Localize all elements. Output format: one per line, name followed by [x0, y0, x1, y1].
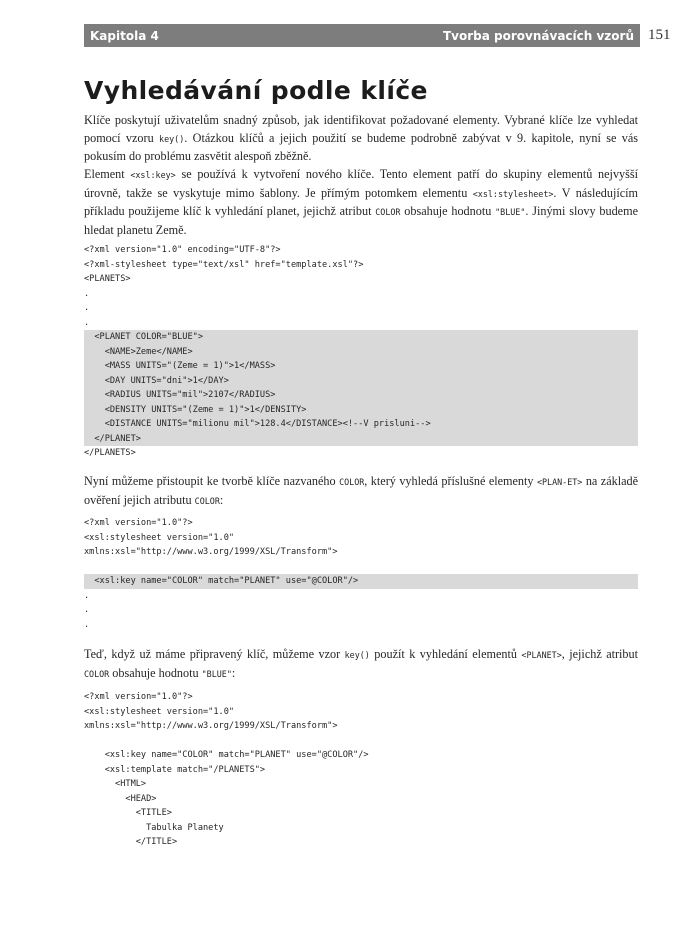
code-line: . [84, 590, 90, 601]
code-line: <TITLE> [84, 808, 172, 818]
code-line: </PLANET> [84, 433, 141, 444]
code-line: <HEAD> [84, 793, 157, 804]
code-line [84, 560, 638, 575]
code-line: <DISTANCE UNITS="milionu mil">128.4</DISTANCE><!--V prisluni--> [84, 419, 431, 429]
code-listing-key-definition [84, 516, 638, 632]
paragraph-key-usage: Teď, když už máme připravený klíč, můžeme vzor key() použít k vyhledání elementů <PLANET>, jejichž atribut COLOR obsahuje hodnotu "BLUE": [84, 647, 639, 680]
page-number: 151 [648, 27, 671, 43]
code-listing-planets [84, 243, 638, 461]
code-line: <?xml version="1.0" encoding="UTF-8"?> [84, 245, 281, 255]
code-line: </TITLE> [84, 837, 178, 847]
section-heading: Vyhledávání podle klíče [84, 76, 428, 105]
code-line: <PLANET COLOR="BLUE"> [84, 332, 203, 342]
code-line: <NAME>Zeme</NAME> [84, 346, 193, 357]
code-listing-template [84, 690, 638, 850]
code-line [84, 734, 638, 749]
code-line: <DENSITY UNITS="(Zeme = 1)">1</DENSITY> [84, 404, 307, 415]
code-line: <MASS UNITS="(Zeme = 1)">1</MASS> [84, 361, 276, 371]
code-line: Tabulka Planety [84, 822, 224, 833]
code-line: . [84, 619, 90, 630]
code-line: . [84, 303, 90, 313]
code-line: <RADIUS UNITS="mil">2107</RADIUS> [84, 390, 276, 400]
highlighted-planet-block [84, 330, 638, 446]
code-line: xmlns:xsl="http://www.w3.org/1999/XSL/Transform"> [84, 721, 338, 731]
code-line: <DAY UNITS="dni">1</DAY> [84, 375, 229, 386]
code-line: <?xml-stylesheet type="text/xsl" href="template.xsl"?> [84, 259, 364, 270]
paragraph-keys-intro: Klíče poskytují uživatelům snadný způsob, jak identifikovat požadované elementy. Vybrané klíče lze vyhledat pomocí vzoru key(). Otázkou klíčů a jejich použití se budeme podrobně zabývat v 9. kapitole, nyní se vás pokusím do problému zasvětit alespoň zběžně. [84, 113, 639, 163]
code-line: <?xml version="1.0"?> [84, 692, 193, 702]
section-title: Tvorba porovnávacích vzorů [443, 28, 634, 43]
code-line: <xsl:template match="/PLANETS"> [84, 764, 266, 775]
code-line: . [84, 605, 90, 615]
code-line: . [84, 288, 90, 299]
paragraph-color-key: Nyní můžeme přistoupit ke tvorbě klíče nazvaného COLOR, který vyhledá příslušné elementy <PLAN-ET> na základě ověření jejich atributu COLOR: [84, 474, 639, 507]
code-line: . [84, 317, 90, 328]
code-line: <xsl:stylesheet version="1.0" [84, 706, 235, 717]
code-line: </PLANETS> [84, 448, 136, 458]
paragraph-xsl-key: Element <xsl:key> se používá k vytvoření nového klíče. Tento element patří do skupiny elementů nejvyšší úrovně, takže se vyskytuje mimo šablony. Je přímým potomkem elementu <xsl:stylesheet>. V následujícím příkladu použijeme klíč k vyhledání planet, jejichž atribut COLOR obsahuje hodnotu "BLUE". Jinými slovy budeme hledat planetu Země. [84, 167, 639, 237]
code-line: <HTML> [84, 779, 147, 789]
code-line: <PLANETS> [84, 274, 131, 284]
highlighted-key-line: <xsl:key name="COLOR" match="PLANET" use="@COLOR"/> [84, 574, 638, 589]
code-line: <xsl:key name="COLOR" match="PLANET" use="@COLOR"/> [84, 750, 369, 760]
code-line: <?xml version="1.0"?> [84, 518, 193, 528]
running-header [84, 24, 640, 47]
code-line: xmlns:xsl="http://www.w3.org/1999/XSL/Transform"> [84, 547, 338, 557]
code-line: <xsl:stylesheet version="1.0" [84, 532, 235, 543]
chapter-label: Kapitola 4 [90, 28, 159, 43]
